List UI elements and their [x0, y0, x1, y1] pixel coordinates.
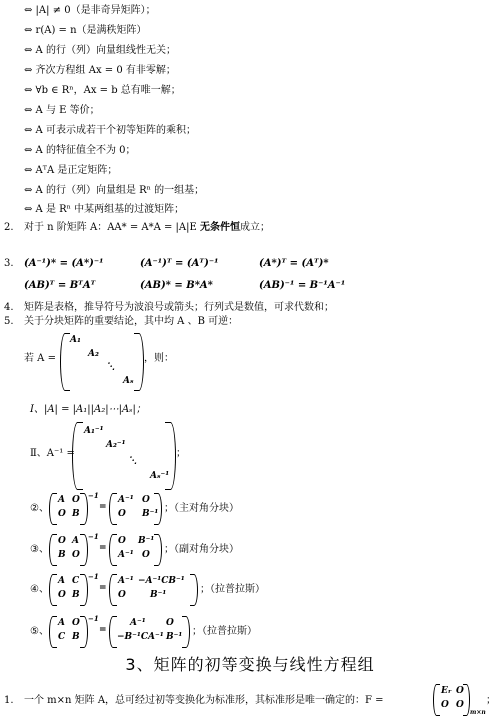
matrix-cell: O — [142, 550, 150, 560]
matrix-cell: A⁻¹ — [118, 576, 134, 586]
inverse-sup: −1 — [88, 532, 99, 541]
formula: (AB)* = B*A* — [140, 280, 213, 291]
item-2-formula: 对于 n 阶矩阵 A：AA* = A*A = |A|E — [24, 222, 200, 233]
equals: = — [99, 502, 107, 512]
left-paren — [109, 534, 117, 566]
equiv-item: ⇔ 齐次方程组 Ax = 0 有非零解； — [24, 65, 176, 76]
matrix-cell: C — [72, 576, 80, 586]
right-paren — [80, 574, 88, 606]
right-paren — [165, 422, 176, 490]
inverse-sup: −1 — [88, 491, 99, 500]
matrix-cell: O — [456, 700, 464, 710]
matrix-cell: Eᵣ — [441, 686, 452, 696]
item-3-number: 3. — [4, 258, 14, 269]
left-paren — [49, 574, 57, 606]
matrix-cell: O — [72, 618, 80, 628]
right-paren — [463, 684, 470, 716]
block-label: ③、 — [30, 544, 49, 555]
equiv-item: ⇔ A 可表示成若干个初等矩阵的乘积； — [24, 125, 196, 136]
sec3-item-1-number: 1. — [4, 695, 14, 706]
left-paren — [72, 422, 83, 490]
equiv-item: ⇔ r(A) = n（是满秩矩阵） — [24, 25, 147, 36]
left-paren — [60, 333, 70, 391]
left-paren — [49, 534, 57, 566]
item-2-text — [24, 221, 270, 234]
item-2-tail: 成立； — [240, 222, 270, 233]
matrix-cell: B⁻¹ — [138, 536, 155, 546]
item-4-number: 4. — [4, 302, 14, 313]
block-note: ；（拉普拉斯） — [192, 626, 257, 637]
inverse-sup: −1 — [88, 614, 99, 623]
matrix-cell: ⋱ — [128, 456, 137, 466]
right-paren — [182, 616, 190, 648]
sec3-item-1-text: 一个 m×n 矩阵 A，总可经过初等变换化为标准形，其标准形是唯一确定的：F = — [24, 695, 384, 706]
item-4-text: 矩阵是表格，推导符号为波浪号或箭头；行列式是数值，可求代数和； — [24, 302, 334, 313]
block-label: ⑤、 — [30, 626, 49, 637]
matrix-cell: O — [58, 590, 66, 600]
matrix-cell: A⁻¹ — [118, 550, 134, 560]
matrix-cell: O — [72, 550, 80, 560]
matrix-cell: B⁻¹ — [142, 509, 159, 519]
block-label: ④、 — [30, 584, 49, 595]
matrix-cell: B⁻¹ — [166, 632, 183, 642]
block-note: ；（副对角分块） — [164, 544, 239, 555]
matrix-cell: A₂ — [88, 349, 99, 359]
semicolon: ； — [176, 448, 186, 459]
equiv-item: ⇔ A 的特征值全不为 0； — [24, 145, 136, 156]
matrix-cell: O — [142, 495, 150, 505]
left-paren — [109, 574, 117, 606]
matrix-cell: B — [72, 590, 80, 600]
matrix-cell: O — [118, 590, 126, 600]
equiv-item: ⇔ |A| ≠ 0（是非奇异矩阵）； — [24, 5, 156, 16]
matrix-cell: O — [72, 495, 80, 505]
conclusion-I: Ⅰ、|A| = |A₁||A₂|⋯|Aₛ|； — [30, 404, 146, 415]
block-note: ；（拉普拉斯） — [200, 584, 265, 595]
matrix-cell: A — [58, 576, 65, 586]
left-paren — [433, 684, 440, 716]
left-paren — [49, 616, 57, 648]
matrix-cell: A — [58, 618, 65, 628]
inverse-sup: −1 — [88, 572, 99, 581]
matrix-cell: C — [58, 632, 66, 642]
equiv-item: ⇔ A 是 Rⁿ 中某两组基的过渡矩阵； — [24, 204, 185, 215]
formula: (A⁻¹)ᵀ = (Aᵀ)⁻¹ — [140, 258, 219, 269]
equals: = — [99, 583, 107, 593]
matrix-cell: −A⁻¹CB⁻¹ — [138, 576, 185, 586]
matrix-cell: −B⁻¹CA⁻¹ — [117, 632, 164, 642]
equiv-item: ⇔ A 的行（列）向量组线性无关； — [24, 45, 176, 56]
matrix-cell: A₁⁻¹ — [84, 426, 104, 436]
equals: = — [99, 543, 107, 553]
matrix-cell: A₁ — [70, 335, 81, 345]
matrix-cell: B — [72, 509, 80, 519]
matrix-cell: A — [58, 495, 65, 505]
equals: = — [99, 625, 107, 635]
left-paren — [49, 493, 57, 525]
matrix-cell: O — [441, 700, 449, 710]
block-note: ；（主对角分块） — [164, 503, 239, 514]
right-paren — [190, 574, 198, 606]
left-paren — [109, 493, 117, 525]
item-5-text: 关于分块矩阵的重要结论，其中均 A 、B 可逆： — [24, 316, 239, 327]
equiv-item: ⇔ A 的行（列）向量组是 Rⁿ 的一组基； — [24, 185, 205, 196]
matrix-cell: ⋱ — [106, 362, 115, 372]
formula: (A⁻¹)* = (A*)⁻¹ — [24, 258, 104, 269]
matrix-cell: B — [72, 632, 80, 642]
sec3-item-1-end: ； — [486, 695, 496, 706]
formula: (AB)ᵀ = BᵀAᵀ — [24, 280, 96, 291]
block-label: ②、 — [30, 503, 49, 514]
equiv-item: ⇔ ∀b ∈ Rⁿ，Ax = b 总有唯一解； — [24, 85, 181, 96]
item-2-number: 2. — [4, 222, 14, 233]
equiv-item: ⇔ A 与 E 等价； — [24, 105, 100, 116]
matrix-cell: A — [72, 536, 79, 546]
matrix-cell: A⁻¹ — [118, 495, 134, 505]
right-paren — [80, 493, 88, 525]
matrix-cell: O — [58, 536, 66, 546]
matrix-cell: O — [118, 536, 126, 546]
matrix-cell: O — [456, 686, 464, 696]
matrix-cell: O — [118, 509, 126, 519]
right-paren — [80, 616, 88, 648]
right-paren — [154, 534, 162, 566]
ruo-label: 若 A = — [24, 353, 56, 364]
matrix-cell: B⁻¹ — [150, 590, 167, 600]
right-paren — [134, 333, 144, 391]
item-5-number: 5. — [4, 316, 14, 327]
matrix-subscript: m×n — [470, 709, 486, 716]
matrix-cell: Aₛ⁻¹ — [150, 471, 170, 481]
ze-label: ，则： — [144, 353, 174, 364]
matrix-cell: Aₛ — [123, 376, 134, 386]
right-paren — [80, 534, 88, 566]
matrix-cell: A⁻¹ — [130, 618, 146, 628]
item-2-bold: 无条件恒 — [200, 222, 240, 233]
formula: (AB)⁻¹ = B⁻¹A⁻¹ — [259, 280, 346, 291]
matrix-cell: O — [58, 509, 66, 519]
matrix-cell: B — [58, 550, 66, 560]
left-paren — [109, 616, 117, 648]
conclusion-II-label: Ⅱ、A⁻¹ = — [30, 448, 75, 459]
right-paren — [154, 493, 162, 525]
matrix-cell: A₂⁻¹ — [106, 440, 126, 450]
formula: (A*)ᵀ = (Aᵀ)* — [259, 258, 329, 269]
equiv-item: ⇔ AᵀA 是正定矩阵； — [24, 165, 118, 176]
section-heading: 3、矩阵的初等变换与线性方程组 — [125, 655, 375, 674]
matrix-cell: O — [166, 618, 174, 628]
